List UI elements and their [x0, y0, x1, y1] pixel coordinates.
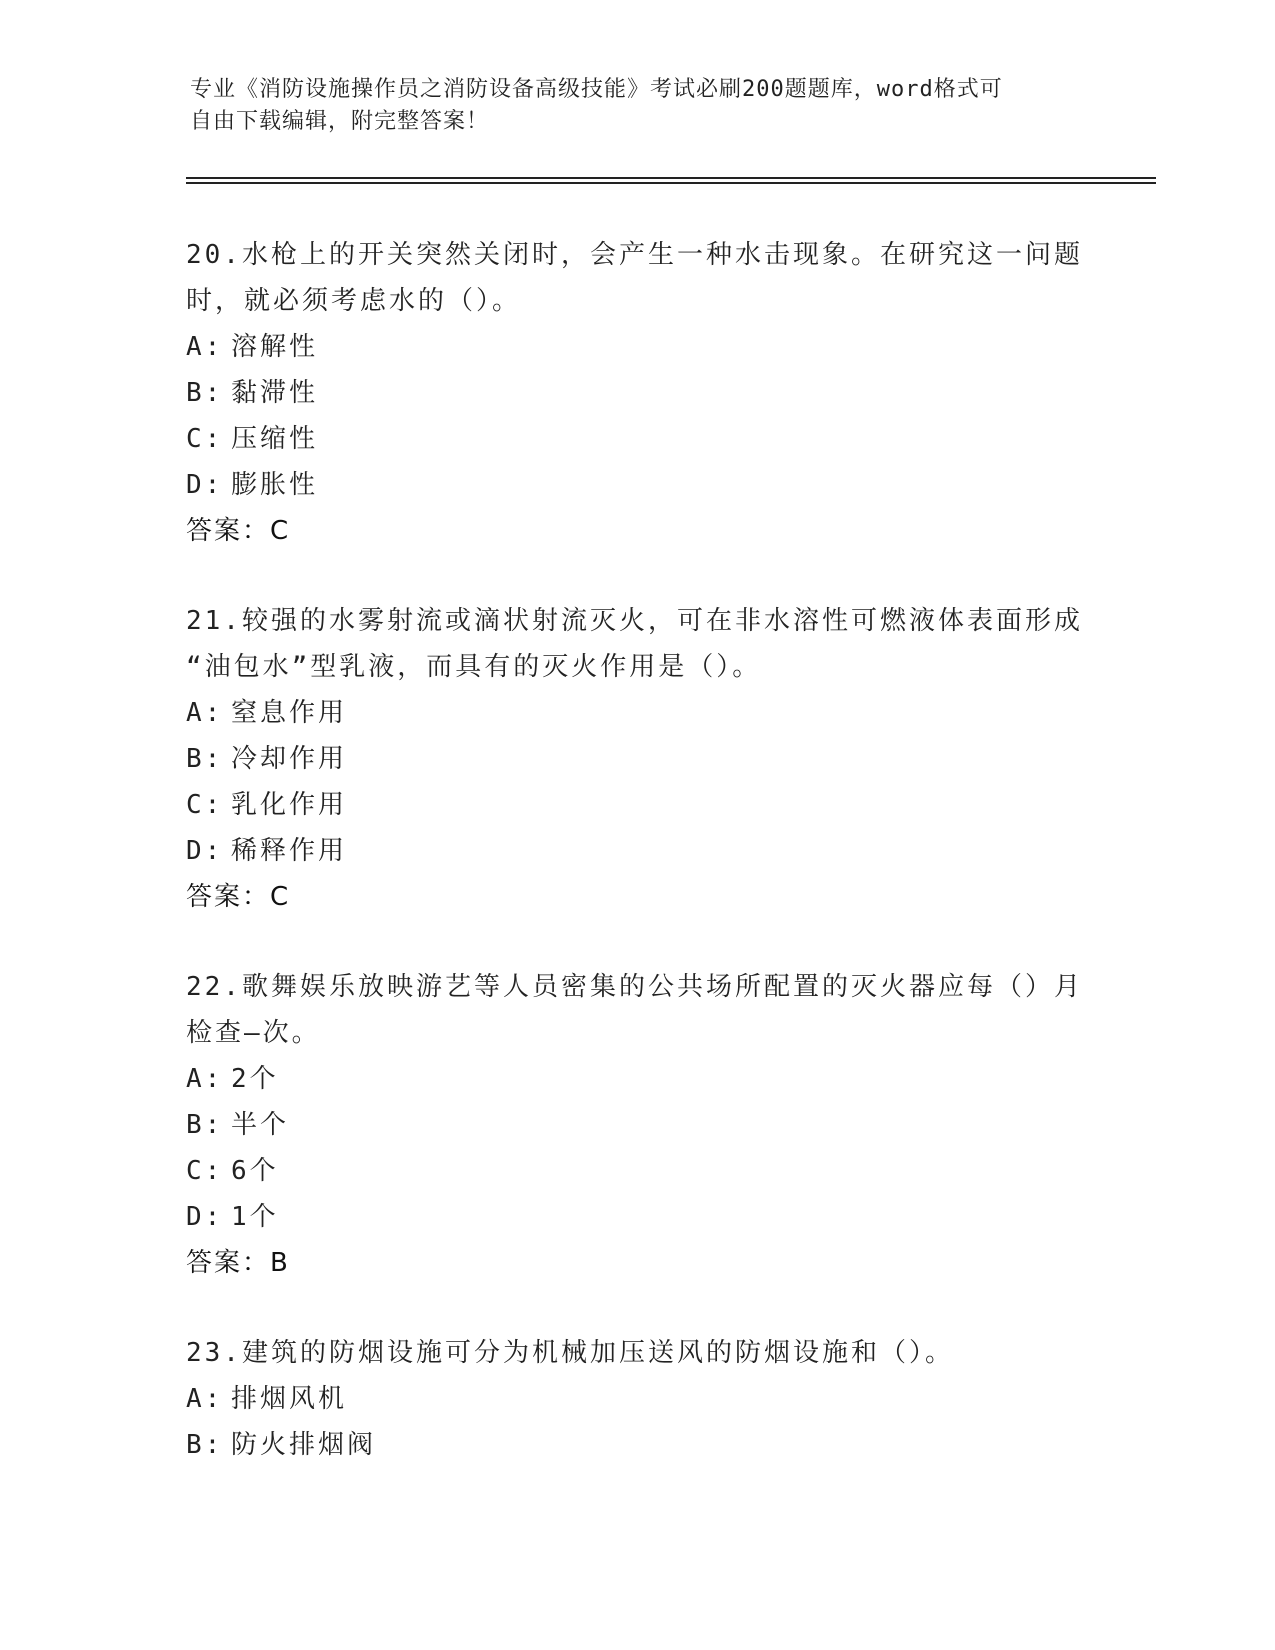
option-b — [186, 736, 1086, 782]
option-text: 窒息作用 — [231, 698, 348, 728]
option-key: D: — [186, 1202, 224, 1232]
question-text-line: 检查—次。 — [186, 1018, 321, 1048]
option-text: 2个 — [231, 1064, 279, 1094]
question-text — [186, 1330, 1086, 1376]
question-22 — [186, 964, 1086, 1286]
option-key: A: — [186, 698, 224, 728]
option-key: B: — [186, 1110, 224, 1140]
option-key: C: — [186, 790, 224, 820]
question-text — [186, 232, 1086, 324]
header-line-2: 自由下载编辑，附完整答案！ — [190, 109, 490, 134]
document-header — [190, 74, 1090, 138]
option-d — [186, 1194, 1086, 1240]
option-text: 半个 — [231, 1110, 290, 1140]
option-b — [186, 1102, 1086, 1148]
header-divider-top — [186, 177, 1156, 179]
option-text: 乳化作用 — [231, 790, 348, 820]
option-key: C: — [186, 1156, 224, 1186]
option-c — [186, 416, 1086, 462]
option-c — [186, 782, 1086, 828]
option-key: C: — [186, 424, 224, 454]
answer-line: 答案：C — [186, 882, 291, 912]
option-key: A: — [186, 332, 224, 362]
option-text: 黏滞性 — [231, 378, 319, 408]
option-a — [186, 1056, 1086, 1102]
option-d — [186, 828, 1086, 874]
option-key: B: — [186, 378, 224, 408]
option-key: A: — [186, 1384, 224, 1414]
option-b — [186, 370, 1086, 416]
option-c — [186, 1148, 1086, 1194]
header-divider-bottom — [186, 182, 1156, 184]
option-text: 膨胀性 — [231, 470, 319, 500]
option-key: D: — [186, 470, 224, 500]
option-text: 排烟风机 — [231, 1384, 348, 1414]
option-key: B: — [186, 1430, 224, 1460]
question-21 — [186, 598, 1086, 920]
option-a — [186, 1376, 1086, 1422]
option-text: 压缩性 — [231, 424, 319, 454]
option-text: 防火排烟阀 — [231, 1430, 377, 1460]
question-text-line: 22.歌舞娱乐放映游艺等人员密集的公共场所配置的灭火器应每（）月 — [186, 972, 1083, 1002]
question-text — [186, 598, 1086, 690]
header-line-1: 专业《消防设施操作员之消防设备高级技能》考试必刷200题题库，word格式可 — [190, 77, 1003, 102]
option-b — [186, 1422, 1086, 1468]
question-list — [186, 232, 1086, 1512]
option-key: A: — [186, 1064, 224, 1094]
option-text: 冷却作用 — [231, 744, 348, 774]
question-text-line: 时，就必须考虑水的（）。 — [186, 286, 522, 316]
option-a — [186, 324, 1086, 370]
option-text: 6个 — [231, 1156, 279, 1186]
option-text: 1个 — [231, 1202, 279, 1232]
option-a — [186, 690, 1086, 736]
question-23 — [186, 1330, 1086, 1468]
question-text-line: “油包水”型乳液，而具有的灭火作用是（）。 — [186, 652, 762, 682]
answer-line: 答案：C — [186, 516, 291, 546]
option-d — [186, 462, 1086, 508]
option-text: 溶解性 — [231, 332, 319, 362]
option-key: B: — [186, 744, 224, 774]
question-text-line: 23.建筑的防烟设施可分为机械加压送风的防烟设施和（）。 — [186, 1338, 954, 1368]
question-text-line: 21.较强的水雾射流或滴状射流灭火，可在非水溶性可燃液体表面形成 — [186, 606, 1083, 636]
question-text — [186, 964, 1086, 1056]
option-key: D: — [186, 836, 224, 866]
question-20 — [186, 232, 1086, 554]
question-text-line: 20.水枪上的开关突然关闭时，会产生一种水击现象。在研究这一问题 — [186, 240, 1083, 270]
option-text: 稀释作用 — [231, 836, 348, 866]
answer-line: 答案：B — [186, 1248, 290, 1278]
